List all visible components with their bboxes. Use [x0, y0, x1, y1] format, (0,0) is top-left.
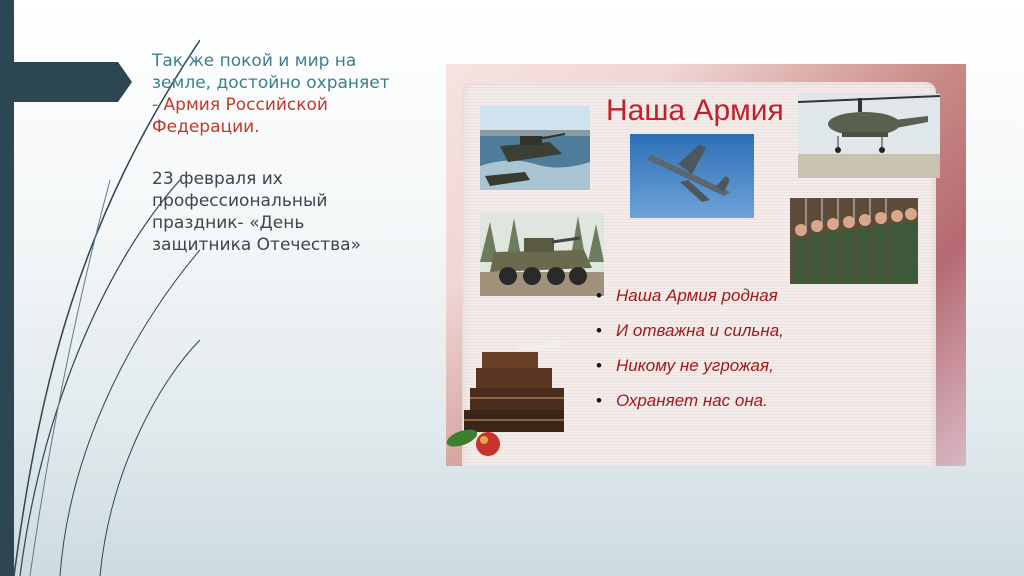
- title-line-2: земле, достойно охраняет: [152, 73, 390, 93]
- bullet-dot: •: [596, 321, 602, 340]
- army-picture-panel: [446, 64, 966, 466]
- bullet-text: Охраняет нас она.: [616, 391, 768, 410]
- title-line-1: Так же покой и мир на: [152, 51, 357, 71]
- list-item: [596, 356, 936, 391]
- title-highlight: Армия Российской: [163, 95, 328, 115]
- bullet-dot: •: [596, 286, 602, 305]
- slide-tab-marker: [0, 62, 132, 102]
- slide-body-text: [152, 168, 412, 256]
- panel-bullet-list: [596, 286, 936, 426]
- title-line-4: Федерации.: [152, 117, 260, 137]
- body-line-4: защитника Отечества»: [152, 235, 362, 255]
- tank-in-water-photo: [480, 106, 590, 190]
- bullet-text: И отважна и сильна,: [616, 321, 784, 340]
- soldiers-parade-photo: [790, 198, 918, 284]
- list-item: [596, 391, 936, 426]
- list-item: [596, 286, 936, 321]
- body-line-3: праздник- «День: [152, 213, 305, 233]
- list-item: [596, 321, 936, 356]
- title-dash: -: [152, 95, 164, 115]
- fighter-jet-photo: [630, 134, 754, 218]
- body-line-2: профессиональный: [152, 191, 328, 211]
- body-line-1: 23 февраля их: [152, 169, 283, 189]
- panel-title: Наша Армия: [606, 94, 784, 127]
- bullet-text: Никому не угрожая,: [616, 356, 774, 375]
- slide-title: [152, 50, 447, 138]
- bullet-dot: •: [596, 356, 602, 375]
- armored-vehicle-photo: [480, 212, 604, 296]
- apple-leaf-illustration: [446, 414, 506, 466]
- helicopter-photo: [798, 94, 940, 178]
- bullet-dot: •: [596, 391, 602, 410]
- bullet-text: Наша Армия родная: [616, 286, 778, 305]
- title-line-3: [152, 94, 447, 116]
